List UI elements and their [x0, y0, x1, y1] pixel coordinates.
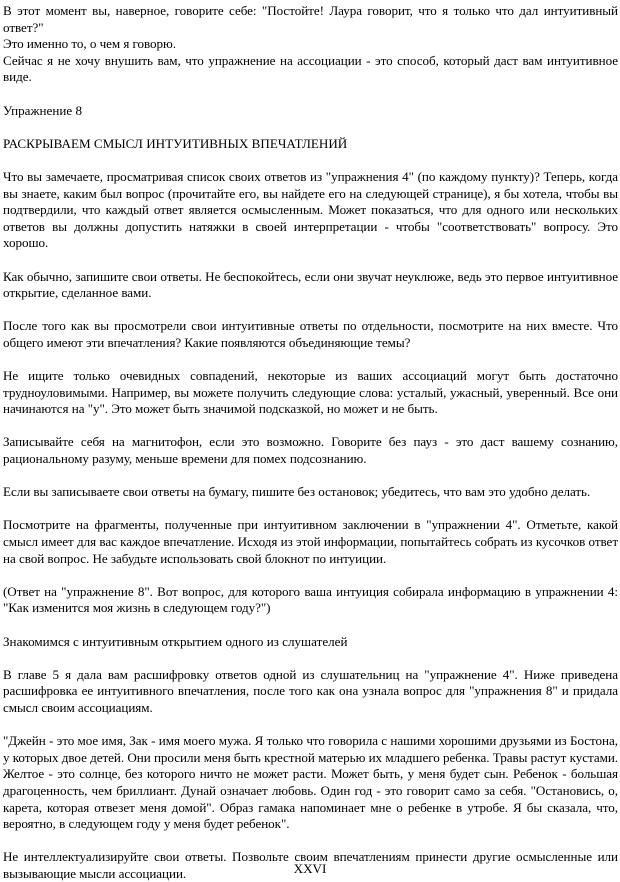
paragraph-write-on-paper: Если вы записываете свои ответы на бумагу, пишите без остановок; убедитесь, что вам это удобно делать. [3, 484, 591, 500]
exercise-title: РАСКРЫВАЕМ СМЫСЛ ИНТУИТИВНЫХ ВПЕЧАТЛЕНИЙ [3, 135, 348, 151]
paragraph-tape-recorder: Записывайте себя на магнитофон, если это возможно. Говорите без пауз - это даст вашему сознанию, рациональному разуму, меньше времени для помех подсознанию. [3, 434, 618, 467]
paragraph-intro-question: В этот момент вы, наверное, говорите себе: "Постойте! Лаура говорит, что я только что дал интуитивный ответ?" [3, 3, 618, 35]
paragraph-review-answers: Что вы замечаете, просматривая список своих ответов из "упражнения 4" (по каждому пункту)? Теперь, когда вы знаете, каким был вопрос (прочитайте его, вы найдете его на следующей странице), я бы хотела, чтобы вы подтвердили, что каждый ответ является осмысленным. Может показаться, что для одного или нескольких ответов вы должны допустить натяжки в своей интерпретации - чтобы "соответствовать" вопросу. Это хорошо. [3, 168, 618, 251]
page-number: XXVI [293, 861, 327, 876]
paragraph-confirmation: Это именно то, о чем я говорю. [3, 36, 177, 52]
paragraph-fragments: Посмотрите на фрагменты, полученные при интуитивном заключении в "упражнении 4". Отметьте, какой смысл имеет для вас каждое впечатление. Исходя из этой информации, попытайтесь собрать из кусочков ответ на свой вопрос. Не забудьте использовать свой блокнот по интуиции. [3, 517, 618, 566]
exercise-label: Упражнение 8 [3, 102, 82, 118]
paragraph-write-answers: Как обычно, запишите свои ответы. Не беспокойтесь, если они звучат неуклюже, ведь это первое интуитивное открытие, сделанное вами. [3, 268, 618, 301]
paragraph-association-note: Сейчас я не хочу внушить вам, что упражнение на ассоциации - это способ, который даст вам интуитивное виде. [3, 52, 618, 85]
paragraph-closing-advice: Не интеллектуализируйте свои ответы. Позвольте своим впечатлениям принести другие осмысленные или вызывающие мысли ассоциации. [3, 849, 618, 881]
paragraph-exercise-answer: (Ответ на "упражнение 8". Вот вопрос, для которого ваша интуиция собирала информацию в упражнении 4: "Как изменится моя жизнь в следующем году?") [3, 583, 618, 616]
paragraph-listener-quote: "Джейн - это мое имя, Зак - имя моего мужа. Я только что говорила с нашими хорошими друзьями из Бостона, у которых двое детей. Они просили меня быть крестной матерью их младшего ребенка. Травы растут кустами. Желтое - это солнце, без которого ничто не может расти. Может быть, у меня будет сын. Ребенок - большая драгоценность, чем бриллиант. Дунай означает любовь. Один год - это говорит само за себя. "Остановись, о, карета, которая отвезет меня домой". Образ гамака напоминает мне о ребенке в утробе. Я бы сказала, что, вероятно, в следующем году у меня будет ребенок". [3, 733, 618, 832]
paragraph-look-together: После того как вы просмотрели свои интуитивные ответы по отдельности, посмотрите на них вместе. Что общего имеют эти впечатления? Какие появляются объединяющие темы? [3, 318, 618, 350]
paragraph-subtle-matches: Не ищите только очевидных совпадений, некоторые из ваших ассоциаций могут быть достаточно трудноуловимыми. Например, вы можете получить следующие слова: усталый, ужасный, уверенный. Все они начинаются на "у". Это может быть значимой подсказкой, но может и не быть. [3, 368, 618, 417]
paragraph-chapter-five: В главе 5 я дала вам расшифровку ответов одной из слушательниц на "упражнение 4". Ниже приведена расшифровка ее интуитивного впечатления, после того как она узнала вопрос для "упражнения 8" и придала смысл своим ассоциациям. [3, 666, 618, 715]
section-subheading: Знакомимся с интуитивным открытием одного из слушателей [3, 633, 348, 649]
